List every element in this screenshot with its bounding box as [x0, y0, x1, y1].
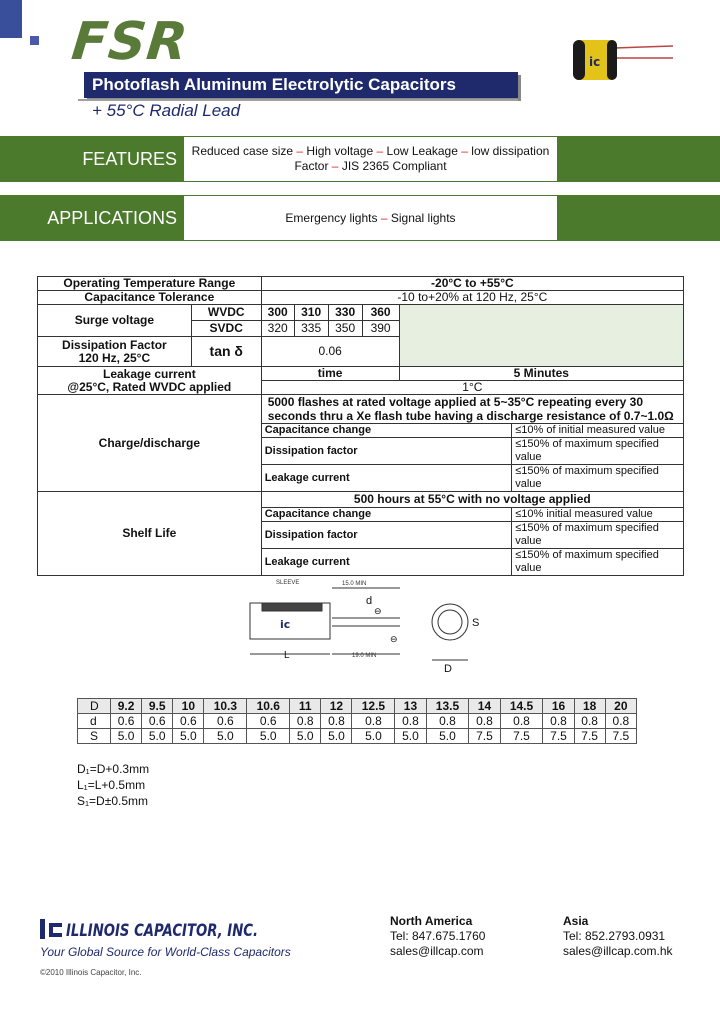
feature-low-leakage: Low Leakage	[386, 144, 458, 158]
contact-email[interactable]: sales@illcap.com.hk	[563, 944, 673, 958]
cell-D: 14	[469, 699, 500, 714]
dimension-diagram	[240, 576, 490, 676]
empty-shaded-cell	[399, 305, 683, 367]
formula-s1: S₁=D±0.5mm	[77, 794, 148, 808]
cell-S: 5.0	[426, 729, 469, 744]
cell-d: 0.8	[352, 714, 395, 729]
svdc-value: 390	[362, 321, 399, 337]
capacitor-photo	[565, 34, 675, 84]
separator: –	[461, 144, 468, 158]
cell-D: 18	[574, 699, 605, 714]
row-label-d: d	[78, 714, 111, 729]
features-box	[183, 136, 558, 182]
features-label: FEATURES	[82, 149, 177, 169]
cell-S: 5.0	[321, 729, 352, 744]
op-temp-label: Operating Temperature Range	[38, 277, 262, 291]
separator: –	[380, 210, 388, 225]
separator: –	[331, 159, 339, 173]
cell-S: 7.5	[574, 729, 605, 744]
feature-factor: Factor	[294, 159, 329, 173]
spec-row-leak-time	[38, 367, 684, 381]
cell-d: 0.6	[204, 714, 247, 729]
company-logo	[40, 917, 260, 941]
row-label-S: S	[78, 729, 111, 744]
cell-S: 7.5	[469, 729, 500, 744]
df-value: 0.06	[261, 337, 399, 367]
d1-label: D	[444, 663, 452, 675]
cap-tol-label: Capacitance Tolerance	[38, 291, 262, 305]
leak-label-line-2: @25°C, Rated WVDC applied	[67, 379, 232, 394]
corner-decoration	[0, 0, 22, 38]
cell-D: 10	[173, 699, 204, 714]
wvdc-value: 360	[362, 305, 399, 321]
cell-D: 10.3	[204, 699, 247, 714]
wvdc-value: 330	[328, 305, 362, 321]
wvdc-value: 300	[261, 305, 294, 321]
cap-tol-value: -10 to+20% at 120 Hz, 25°C	[261, 291, 683, 305]
cell-D: 16	[543, 699, 574, 714]
cell-D: 9.5	[142, 699, 173, 714]
cd-row-name: Dissipation factor	[261, 438, 512, 465]
cell-S: 5.0	[204, 729, 247, 744]
shelf-row-name: Capacitance change	[261, 508, 512, 522]
contact-email[interactable]: sales@illcap.com	[390, 944, 484, 958]
contact-title: North America	[390, 914, 473, 928]
formula-d1: D₁=D+0.3mm	[77, 762, 150, 776]
cell-S: 5.0	[173, 729, 204, 744]
cell-d: 0.6	[111, 714, 142, 729]
cell-S: 5.0	[395, 729, 426, 744]
svdc-value: 320	[261, 321, 294, 337]
separator: –	[296, 144, 304, 158]
cd-row-value: ≤10% of initial measured value	[512, 424, 684, 438]
cell-D: 13	[395, 699, 426, 714]
spec-row-cd-text	[38, 395, 684, 424]
top-view-inner	[438, 610, 462, 634]
features-band	[0, 136, 720, 182]
cell-d: 0.6	[173, 714, 204, 729]
l1-label: L	[284, 650, 290, 661]
cell-d: 0.8	[543, 714, 574, 729]
application-signal: Signal lights	[390, 210, 456, 225]
svg-text:ic: ic	[589, 55, 601, 69]
cell-S: 7.5	[543, 729, 574, 744]
dimension-row-D	[78, 699, 637, 714]
shelf-label: Shelf Life	[38, 492, 262, 576]
cell-D: 14.5	[500, 699, 543, 714]
spec-row-cap-tol	[38, 291, 684, 305]
cd-row-value: ≤150% of maximum specified value	[512, 438, 684, 465]
features-line-2	[184, 159, 557, 174]
shelf-row-value: ≤150% of maximum specified value	[512, 549, 684, 576]
minus-symbol: ⊖	[374, 607, 382, 617]
shelf-row-name: Leakage current	[261, 549, 512, 576]
surge-label: Surge voltage	[38, 305, 192, 337]
company-name: ILLINOIS CAPACITOR, INC.	[66, 921, 258, 941]
cd-label: Charge/discharge	[38, 395, 262, 492]
applications-band	[0, 195, 720, 241]
cell-D: 10.6	[247, 699, 290, 714]
sleeve-label: SLEEVE	[276, 580, 300, 586]
corner-decoration-small	[30, 36, 39, 45]
contact-asia	[563, 914, 673, 959]
features-line-1	[184, 144, 557, 159]
spec-row-wvdc	[38, 305, 684, 321]
spec-table	[37, 276, 684, 576]
d-label: d	[366, 595, 373, 607]
product-tagline: + 55°C Radial Lead	[92, 101, 241, 120]
cell-d: 0.8	[290, 714, 321, 729]
cell-S: 5.0	[247, 729, 290, 744]
cell-D: 11	[290, 699, 321, 714]
contact-title: Asia	[563, 914, 589, 928]
cd-row-value: ≤150% of maximum specified value	[512, 465, 684, 492]
footer-tagline: Your Global Source for World-Class Capacitors	[40, 945, 291, 959]
dimension-table	[77, 698, 637, 744]
shelf-row-value: ≤10% initial measured value	[512, 508, 684, 522]
cell-S: 7.5	[500, 729, 543, 744]
leak-time-value: 5 Minutes	[399, 367, 683, 381]
dimension-row-S	[78, 729, 637, 744]
feature-reduced-case: Reduced case size	[191, 144, 294, 158]
cell-S: 5.0	[142, 729, 173, 744]
wvdc-label: WVDC	[191, 305, 261, 321]
df-label-line-2: 120 Hz, 25°C	[78, 350, 151, 365]
cell-d: 0.8	[395, 714, 426, 729]
cell-d: 0.8	[500, 714, 543, 729]
cd-row-name: Capacitance change	[261, 424, 512, 438]
wvdc-value: 310	[294, 305, 328, 321]
cell-d: 0.8	[469, 714, 500, 729]
top-view-circle	[432, 604, 468, 640]
shelf-row-name: Dissipation factor	[261, 522, 512, 549]
cd-row-name: Leakage current	[261, 465, 512, 492]
df-label-line-1: Dissipation Factor	[62, 337, 167, 352]
cell-D: 9.2	[111, 699, 142, 714]
applications-box	[183, 195, 558, 241]
separator: –	[376, 144, 384, 158]
cell-d: 0.8	[574, 714, 605, 729]
feature-high-voltage: High voltage	[306, 144, 374, 158]
cell-D: 20	[605, 699, 636, 714]
feature-jis: JIS 2365 Compliant	[341, 159, 447, 173]
copyright: ©2010 Illinois Capacitor, Inc.	[40, 968, 142, 977]
spec-row-shelf-text	[38, 492, 684, 508]
leak-label	[38, 367, 262, 395]
formula-l1: L₁=L+0.5mm	[77, 778, 146, 792]
lead2-min-label: 19.0 MIN	[352, 653, 377, 659]
cell-S: 7.5	[605, 729, 636, 744]
row-label-D: D	[78, 699, 111, 714]
dimension-row-d	[78, 714, 637, 729]
application-emergency: Emergency lights	[285, 210, 378, 225]
leak-value: 1°C	[261, 381, 683, 395]
cell-D: 12	[321, 699, 352, 714]
cell-d: 0.8	[426, 714, 469, 729]
feature-low-dissipation: low dissipation	[471, 144, 550, 158]
shelf-row-value: ≤150% of maximum specified value	[512, 522, 684, 549]
leak-label-line-1: Leakage current	[102, 366, 196, 381]
contact-phone: Tel: 847.675.1760	[390, 929, 486, 943]
svdc-label: SVDC	[191, 321, 261, 337]
cell-D: 12.5	[352, 699, 395, 714]
cd-text-line-1: 5000 flashes at rated voltage applied at 5~35°C repeating every 30	[267, 395, 643, 409]
minus-symbol: ⊖	[390, 635, 398, 645]
cell-d: 0.6	[142, 714, 173, 729]
cell-d: 0.8	[605, 714, 636, 729]
cell-d: 0.6	[247, 714, 290, 729]
op-temp-value: -20°C to +55°C	[261, 277, 683, 291]
shelf-text: 500 hours at 55°C with no voltage applied	[261, 492, 683, 508]
product-subtitle: Photoflash Aluminum Electrolytic Capacitors	[84, 72, 518, 98]
cell-S: 5.0	[290, 729, 321, 744]
cell-d: 0.8	[321, 714, 352, 729]
cell-D: 13.5	[426, 699, 469, 714]
cd-text	[261, 395, 683, 424]
spec-row-op-temp	[38, 277, 684, 291]
contact-north-america	[390, 914, 485, 959]
product-logo: FSR	[68, 12, 192, 72]
leak-time-label: time	[261, 367, 399, 381]
cell-S: 5.0	[111, 729, 142, 744]
df-label	[38, 337, 192, 367]
tan-delta-label: tan δ	[191, 337, 261, 367]
lead-min-label: 15.0 MIN	[342, 581, 367, 587]
svdc-value: 335	[294, 321, 328, 337]
applications-line	[184, 211, 557, 226]
sleeve-band	[262, 603, 322, 611]
cell-S: 5.0	[352, 729, 395, 744]
contact-phone: Tel: 852.2793.0931	[563, 929, 666, 943]
svdc-value: 350	[328, 321, 362, 337]
cd-text-line-2: seconds thru a Xe flash tube having a discharge resistance of 0.7~1.0Ω	[267, 409, 674, 423]
s1-label: S	[472, 617, 480, 629]
ic-mark: ic	[280, 618, 291, 631]
applications-label: APPLICATIONS	[47, 208, 177, 228]
